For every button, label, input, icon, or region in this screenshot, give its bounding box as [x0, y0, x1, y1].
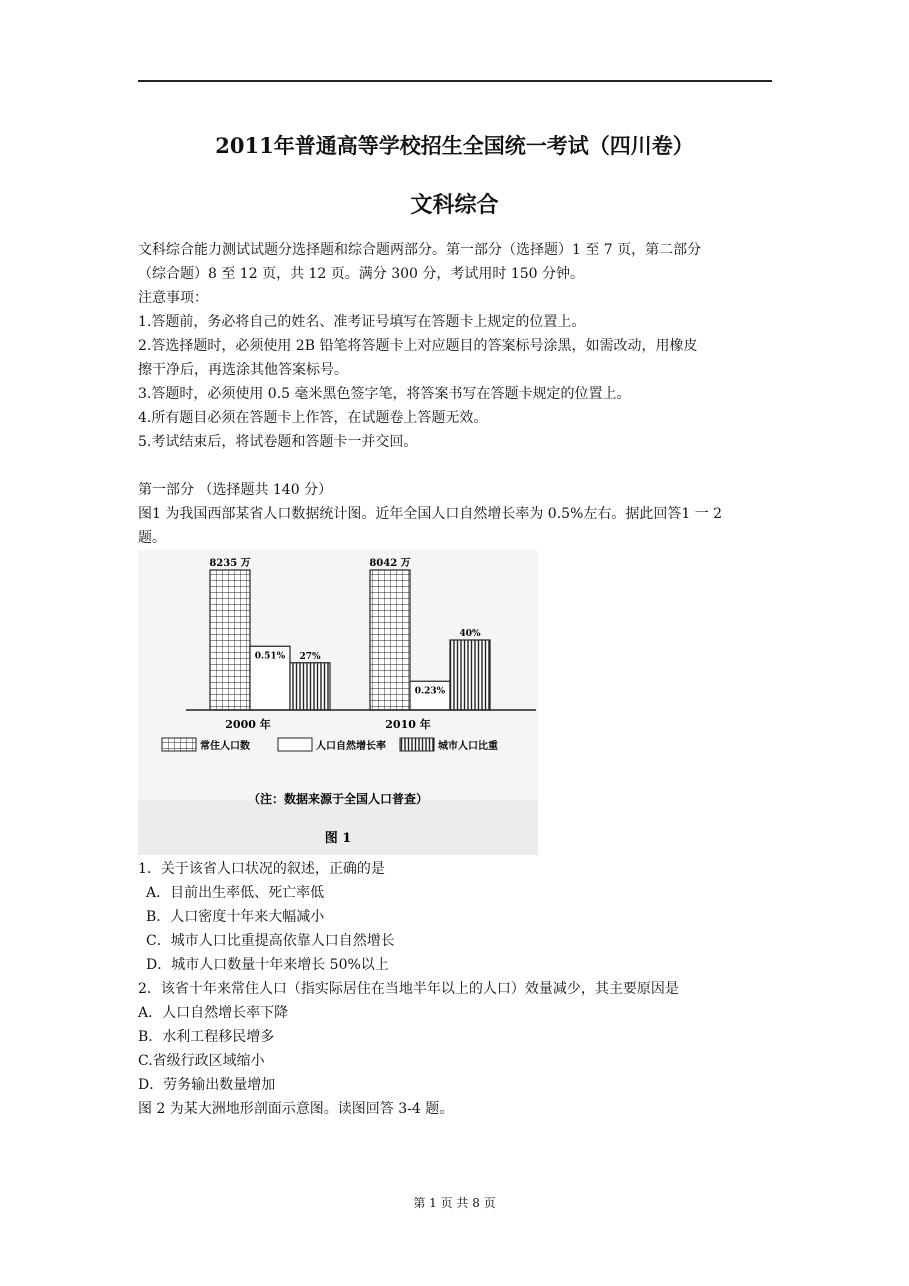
data-label: 8235 万 [209, 558, 251, 569]
data-label: 0.51% [254, 651, 286, 662]
intro-line: （综合题）8 至 12 页，共 12 页。满分 300 分，考试用时 150 分钟。 [138, 266, 585, 282]
chart-note: （注：数据来源于全国人口普查） [247, 792, 429, 806]
legend-swatch-growth [278, 738, 312, 751]
fig1-intro: 图1 为我国西部某省人口数据统计图。近年全国人口自然增长率为 0.5%左右。据此回答1 一 2 [138, 506, 723, 522]
legend-label: 常住人口数 [200, 741, 250, 752]
bar-urban-share [290, 663, 330, 710]
data-label: 0.23% [414, 686, 446, 697]
bar-resident-population [370, 570, 410, 710]
notice-item: 1.答题前，务必将自己的姓名、准考证号填写在答题卡上规定的位置上。 [138, 314, 586, 330]
option: B．人口密度十年来大幅减小 [146, 909, 325, 925]
option: D．城市人口数量十年来增长 50%以上 [146, 957, 389, 973]
notice-item: 2.答选择题时，必须使用 2B 铅笔将答题卡上对应题目的答案标号涂黑，如需改动，用橡皮 [138, 338, 698, 354]
legend-swatch-urban [400, 738, 434, 751]
notice-item: 3.答题时，必须使用 0.5 毫米黑色签字笔，将答案书写在答题卡规定的位置上。 [138, 386, 631, 402]
notice-item: 擦干净后，再选涂其他答案标号。 [138, 362, 348, 378]
question-2: 2．该省十年来常住人口（指实际居住在当地半年以上的人口）效量减少，其主要原因是 [138, 981, 679, 997]
x-tick-label: 2010 年 [385, 718, 431, 731]
part1-heading: 第一部分 （选择题共 140 分） [138, 482, 333, 498]
page-footer: 第 1 页 共 8 页 [413, 1196, 496, 1210]
notice-item: 5.考试结束后，将试卷题和答题卡一并交回。 [138, 434, 418, 450]
figure-1-population-chart [138, 550, 538, 855]
option: A．目前出生率低、死亡率低 [146, 885, 325, 901]
legend-swatch-resident [162, 738, 196, 751]
option: A．人口自然增长率下降 [138, 1005, 289, 1021]
legend-label: 人口自然增长率 [316, 741, 386, 752]
figure-caption: 图 1 [324, 831, 352, 846]
bar-urban-share [450, 640, 490, 710]
exam-title: 2011年普通高等学校招生全国统一考试（四川卷） [215, 133, 694, 158]
fig1-intro: 题。 [138, 530, 166, 546]
fig2-intro: 图 2 为某大洲地形剖面示意图。读图回答 3-4 题。 [138, 1101, 454, 1117]
option: B．水利工程移民增多 [138, 1029, 275, 1045]
option: C．城市人口比重提高依靠人口自然增长 [146, 933, 395, 949]
header-rule [138, 80, 772, 82]
question-1: 1．关于该省人口状况的叙述，正确的是 [138, 861, 385, 877]
x-tick-label: 2000 年 [225, 718, 271, 731]
bar-resident-population [210, 570, 250, 710]
data-label: 8042 万 [369, 558, 411, 569]
data-label: 40% [459, 629, 481, 639]
option: D．劳务输出数量增加 [138, 1077, 276, 1093]
data-label: 27% [299, 651, 321, 662]
option: C.省级行政区域缩小 [138, 1053, 265, 1069]
intro-line: 文科综合能力测试试题分选择题和综合题两部分。第一部分（选择题）1 至 7 页，第二部分 [138, 242, 702, 258]
notice-heading: 注意事项： [138, 290, 208, 306]
legend-label: 城市人口比重 [438, 741, 498, 752]
exam-subtitle: 文科综合 [410, 192, 499, 218]
notice-item: 4.所有题目必须在答题卡上作答，在试题卷上答题无效。 [138, 410, 488, 426]
